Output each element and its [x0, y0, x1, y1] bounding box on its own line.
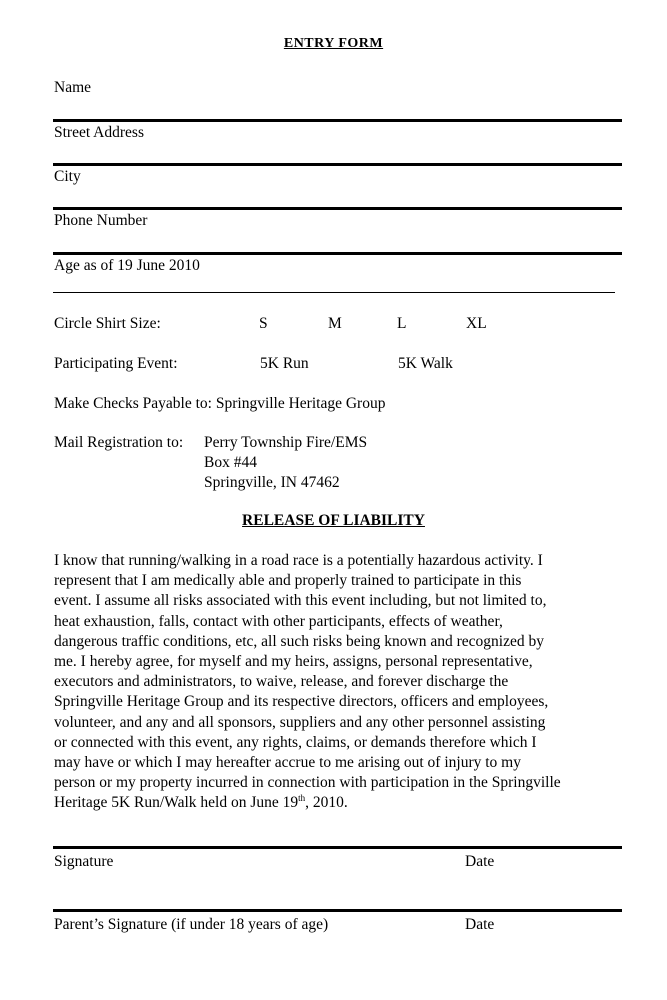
release-line: or connected with this event, any rights, claims, or demands therefore which I [54, 733, 537, 751]
checks-payable-text: Make Checks Payable to: Springville Heritage Group [54, 395, 386, 412]
event-5k-walk[interactable]: 5K Walk [398, 355, 453, 372]
parent-signature-label: Parent’s Signature (if under 18 years of age) [54, 916, 329, 933]
shirt-size-s[interactable]: S [259, 315, 268, 332]
phone-number-label: Phone Number [54, 212, 148, 229]
street-address-label: Street Address [54, 124, 144, 141]
shirt-size-l[interactable]: L [397, 315, 407, 332]
release-line: person or my property incurred in connection with participation in the Springville [54, 774, 561, 792]
shirt-size-m[interactable]: M [328, 315, 342, 332]
shirt-size-label: Circle Shirt Size: [54, 315, 161, 332]
release-line: volunteer, and any and all sponsors, suppliers and any other personnel assisting [54, 713, 546, 731]
form-title: ENTRY FORM [283, 36, 384, 51]
event-label: Participating Event: [54, 355, 178, 372]
release-line: executors and administrators, to waive, release, and forever discharge the [54, 673, 509, 691]
name-label: Name [54, 79, 92, 96]
shirt-size-xl[interactable]: XL [466, 315, 487, 332]
city-line[interactable] [53, 207, 622, 210]
parent-date-label: Date [465, 916, 495, 933]
release-line: heat exhaustion, falls, contact with other participants, effects of weather, [54, 612, 503, 630]
name-line[interactable] [53, 119, 622, 122]
release-last-end: , 2010. [305, 794, 348, 812]
signature-date-label: Date [465, 853, 495, 870]
signature-line[interactable] [53, 846, 622, 849]
age-label: Age as of 19 June 2010 [54, 257, 200, 274]
phone-number-line[interactable] [53, 252, 622, 255]
release-last-text: Heritage 5K Run/Walk held on June 19 [54, 794, 299, 812]
parent-signature-line[interactable] [53, 909, 622, 912]
release-line: event. I assume all risks associated with this event including, but not limited to, [54, 592, 547, 610]
release-line-last [54, 793, 629, 813]
age-line[interactable] [53, 292, 615, 293]
mail-registration-label: Mail Registration to: [54, 434, 184, 451]
release-line: may have or which I may hereafter accrue to me arising out of injury to my [54, 754, 521, 772]
street-address-line[interactable] [53, 163, 622, 166]
release-line: me. I hereby agree, for myself and my heirs, assigns, personal representative, [54, 653, 533, 671]
mail-address-line-1: Perry Township Fire/EMS [204, 434, 368, 451]
release-paragraph [54, 551, 629, 814]
release-line: dangerous traffic conditions, etc, all such risks being known and recognized by [54, 632, 544, 650]
mail-address-line-2: Box #44 [204, 454, 257, 471]
release-last-sup: th [298, 793, 306, 804]
event-5k-run[interactable]: 5K Run [260, 355, 309, 372]
release-line: Springville Heritage Group and its respective directors, officers and employees, [54, 693, 549, 711]
release-line: represent that I am medically able and properly trained to participate in this [54, 572, 522, 590]
signature-label: Signature [54, 853, 114, 870]
mail-address-line-3: Springville, IN 47462 [204, 474, 340, 491]
city-label: City [54, 168, 81, 185]
release-title: RELEASE OF LIABILITY [242, 512, 425, 529]
release-line: I know that running/walking in a road race is a potentially hazardous activity. I [54, 552, 543, 569]
